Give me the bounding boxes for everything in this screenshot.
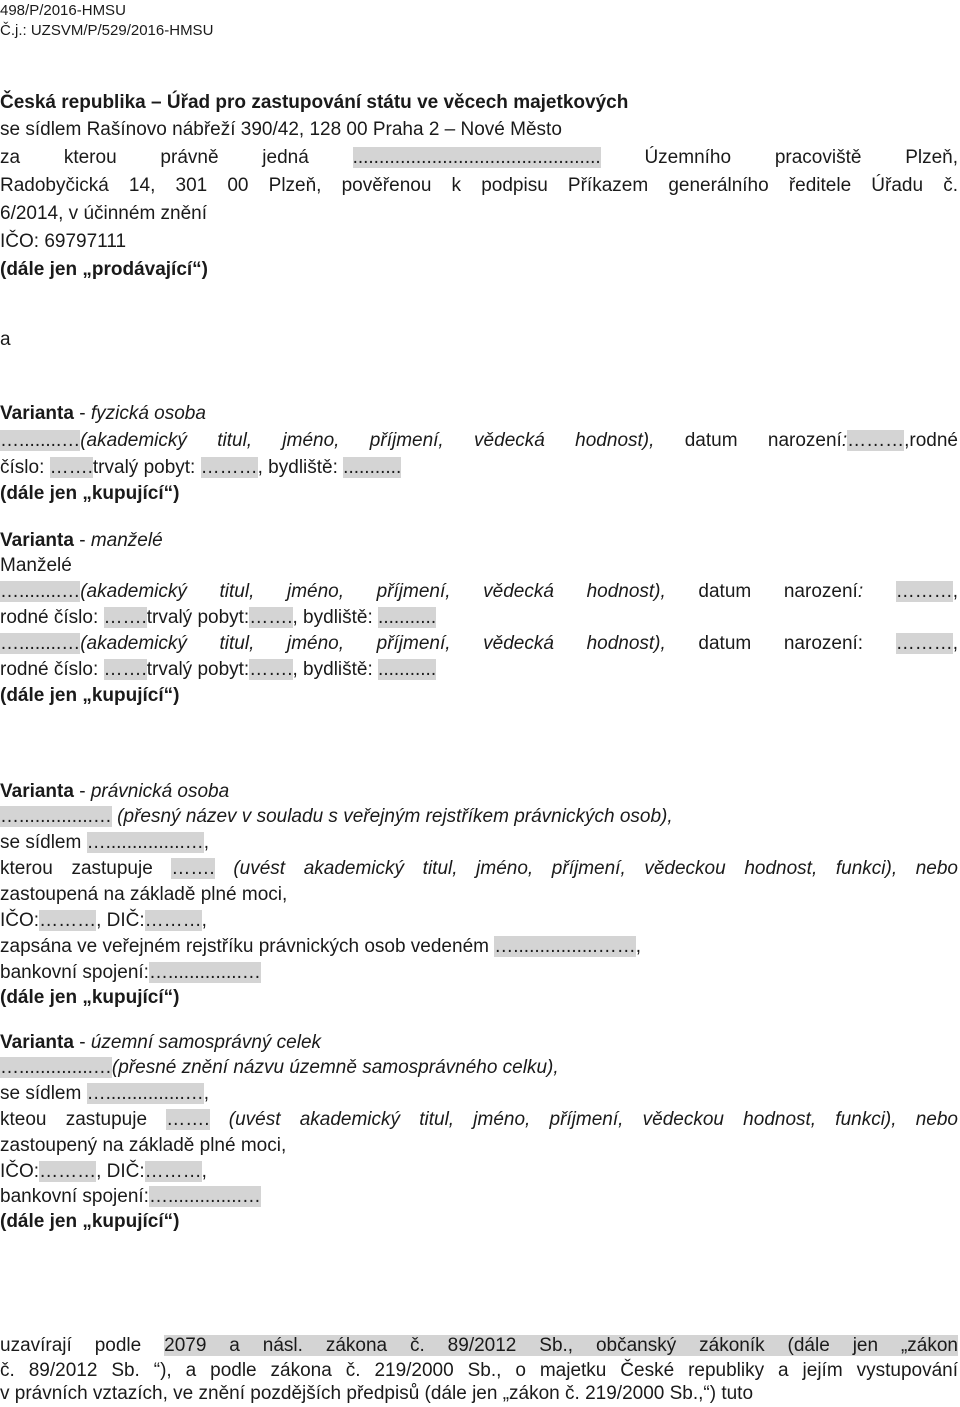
seller-ico-text: IČO: 69797111 xyxy=(0,231,127,252)
closing-line1 xyxy=(0,1333,958,1359)
domicile-label: , bydliště: xyxy=(257,457,344,478)
municipality-name-line xyxy=(0,1055,958,1081)
municipality-name-instruction: (přesné znění názvu územně samosprávného celku), xyxy=(111,1057,559,1078)
conjunction xyxy=(0,327,958,353)
spouses-title-text: Manželé xyxy=(0,555,72,576)
case-number xyxy=(0,20,958,42)
entity-name-blank: …..............… xyxy=(0,806,112,827)
spouse1-line1 xyxy=(0,579,958,605)
variant-natural-person-heading xyxy=(0,401,958,427)
buyer-designation-text: (dále jen „kupující“) xyxy=(0,483,180,504)
birth-number-label: rodné číslo: xyxy=(0,659,104,680)
variant-spouses-heading xyxy=(0,528,958,554)
seller-name xyxy=(0,90,958,116)
birth-date-label: datum narození xyxy=(654,430,842,451)
variant-municipality-heading xyxy=(0,1030,958,1056)
municipality-representative-line xyxy=(0,1107,958,1133)
birth-date-blank: ……… xyxy=(895,633,953,654)
birth-date-blank: ……… xyxy=(847,430,905,451)
variant-dash: - xyxy=(73,781,91,802)
dic-blank: ……… xyxy=(144,910,202,931)
entity-name-instruction: (přesný název v souladu s veřejným rejstříkem právnických osob), xyxy=(111,806,673,827)
proxy-text: zastoupený na základě plné moci, xyxy=(0,1135,287,1156)
seller-authorization-text: Radobyčická 14, 301 00 Plzeň, pověřenou k podpisu Příkazem generálního ředitele Úřadu č. xyxy=(0,175,958,196)
seat-label: se sídlem xyxy=(0,832,87,853)
seller-acting-prefix: za kterou právně jedná xyxy=(0,147,309,168)
representative-blank: ……. xyxy=(166,1109,210,1130)
name-blank: …........… xyxy=(0,581,81,602)
legal-entity-seat-line xyxy=(0,830,958,856)
municipality-ids-line xyxy=(0,1159,958,1185)
variant-type: územní samosprávný celek xyxy=(90,1032,322,1053)
municipality-seat-line xyxy=(0,1081,958,1107)
birth-date-colon: : xyxy=(857,581,896,602)
separator: , xyxy=(952,633,958,654)
ico-label: IČO: xyxy=(0,910,40,931)
buyer-designation-text: (dále jen „kupující“) xyxy=(0,987,180,1008)
reference-number xyxy=(0,0,958,22)
seller-regulation-text: 6/2014, v účinném znění xyxy=(0,203,208,224)
legal-entity-bank-line xyxy=(0,960,958,986)
spouses-title xyxy=(0,553,958,579)
birth-number-label-start: ,rodné xyxy=(904,430,958,451)
birth-date-label: datum narození xyxy=(665,581,858,602)
residence-blank: ……. xyxy=(249,607,293,628)
dic-blank: ……… xyxy=(144,1161,202,1182)
spouse2-line2 xyxy=(0,657,958,683)
closing-line3 xyxy=(0,1381,958,1407)
municipality-proxy-line xyxy=(0,1133,958,1159)
birth-number-label: číslo: xyxy=(0,457,50,478)
residence-label: trvalý pobyt: xyxy=(146,659,250,680)
seat-blank: …...............… xyxy=(86,832,204,853)
residence-blank: ……. xyxy=(249,659,293,680)
residence-blank: ……… xyxy=(200,457,258,478)
variant-type: manželé xyxy=(90,530,163,551)
birth-number-blank: ……. xyxy=(49,457,93,478)
variant-legal-entity-heading xyxy=(0,779,958,805)
birth-number-blank: ……. xyxy=(103,607,147,628)
bank-blank: …..............… xyxy=(148,1186,261,1207)
name-instruction: (akademický titul, jméno, příjmení, vědecká hodnost), xyxy=(80,633,666,654)
natural-person-line1 xyxy=(0,428,958,454)
representative-label: kteou zastupuje xyxy=(0,1109,167,1130)
domicile-label: , bydliště: xyxy=(292,659,379,680)
domicile-blank: ........... xyxy=(378,659,437,680)
spouses-designation xyxy=(0,683,958,709)
closing-text-2: č. 89/2012 Sb. “), a podle zákona č. 219/2000 Sb., o majetku České republiky a jejím vystupování xyxy=(0,1360,958,1381)
representative-instruction: (uvést akademický titul, jméno, příjmení, vědeckou hodnost, funkci), nebo xyxy=(214,858,958,879)
ico-label: IČO: xyxy=(0,1161,40,1182)
seller-acting-suffix: Územního pracoviště Plzeň, xyxy=(644,147,958,168)
buyer-designation-text: (dále jen „kupující“) xyxy=(0,685,180,706)
seller-name-text: Česká republika – Úřad pro zastupování státu ve věcech majetkových xyxy=(0,92,629,113)
variant-dash: - xyxy=(73,403,91,424)
buyer-designation-text: (dále jen „kupující“) xyxy=(0,1211,180,1232)
proxy-text: zastoupená na základě plné moci, xyxy=(0,884,288,905)
domicile-blank: ........... xyxy=(378,607,437,628)
legal-entity-proxy-line xyxy=(0,882,958,908)
representative-label: kterou zastupuje xyxy=(0,858,172,879)
birth-date-label: datum narození: xyxy=(665,633,896,654)
domicile-label: , bydliště: xyxy=(292,607,379,628)
birth-date-colon: : xyxy=(841,430,848,451)
name-instruction: (akademický titul, jméno, příjmení, vědecká hodnost), xyxy=(80,430,655,451)
variant-label: Varianta xyxy=(0,781,74,802)
bank-label: bankovní spojení: xyxy=(0,1186,149,1207)
separator: , xyxy=(203,1083,210,1104)
legal-entity-register-line xyxy=(0,934,958,960)
variant-label: Varianta xyxy=(0,403,74,424)
legal-entity-ids-line xyxy=(0,908,958,934)
register-label: zapsána ve veřejném rejstříku právnických osob vedeném xyxy=(0,936,495,957)
birth-date-blank: ……… xyxy=(895,581,953,602)
separator: , xyxy=(203,832,210,853)
bank-blank: …..............… xyxy=(148,962,261,983)
seller-address xyxy=(0,117,958,143)
representative-instruction: (uvést akademický titul, jméno, příjmení, vědeckou hodnost, funkci), nebo xyxy=(209,1109,958,1130)
spouse2-line1 xyxy=(0,631,958,657)
name-blank: …........… xyxy=(0,633,81,654)
representative-blank: ……. xyxy=(171,858,215,879)
residence-label: trvalý pobyt: xyxy=(92,457,201,478)
municipality-bank-line xyxy=(0,1184,958,1210)
variant-dash: - xyxy=(73,530,91,551)
ico-blank: ……… xyxy=(39,1161,97,1182)
seller-authorization-line xyxy=(0,173,958,199)
spouse1-line2 xyxy=(0,605,958,631)
variant-dash: - xyxy=(73,1032,91,1053)
seat-blank: …...............… xyxy=(86,1083,204,1104)
municipality-name-blank: …..............… xyxy=(0,1057,112,1078)
variant-label: Varianta xyxy=(0,530,74,551)
name-instruction: (akademický titul, jméno, příjmení, vědecká hodnost), xyxy=(80,581,666,602)
seat-label: se sídlem xyxy=(0,1083,87,1104)
seller-acting-line xyxy=(0,145,958,171)
birth-number-blank: ……. xyxy=(103,659,147,680)
seller-designation xyxy=(0,257,958,283)
register-blank: …................…… xyxy=(494,936,636,957)
domicile-blank: ........... xyxy=(343,457,402,478)
name-blank: …........… xyxy=(0,430,81,451)
separator: , xyxy=(635,936,641,957)
seller-regulation-line xyxy=(0,201,958,227)
closing-text-b: 2079 a násl. zákona č. 89/2012 Sb., občanský zákoník (dále jen „zákon xyxy=(164,1335,958,1356)
legal-entity-designation xyxy=(0,985,958,1011)
closing-text-a: uzavírají podle xyxy=(0,1335,165,1356)
seller-address-text: se sídlem Rašínovo nábřeží 390/42, 128 00 Praha 2 – Nové Město xyxy=(0,119,562,140)
dic-label: , DIČ: xyxy=(96,1161,145,1182)
separator: , xyxy=(952,581,958,602)
closing-text-3: v právních vztazích, ve znění pozdějších předpisů (dále jen „zákon č. 219/2000 Sb.,“) tuto xyxy=(0,1383,754,1404)
natural-person-designation xyxy=(0,481,958,507)
seller-designation-text: (dále jen „prodávající“) xyxy=(0,259,208,280)
case-number-text: Č.j.: UZSVM/P/529/2016-HMSU xyxy=(0,22,214,39)
separator: , xyxy=(201,910,207,931)
seller-ico xyxy=(0,229,958,255)
legal-entity-representative-line xyxy=(0,856,958,882)
separator: , xyxy=(201,1161,207,1182)
municipality-designation xyxy=(0,1209,958,1235)
bank-label: bankovní spojení: xyxy=(0,962,149,983)
natural-person-line2 xyxy=(0,455,958,481)
variant-label: Varianta xyxy=(0,1032,74,1053)
dic-label: , DIČ: xyxy=(96,910,145,931)
conjunction-text: a xyxy=(0,329,11,350)
variant-type: fyzická osoba xyxy=(90,403,206,424)
reference-number-text: 498/P/2016-HMSU xyxy=(0,2,126,19)
birth-number-label: rodné číslo: xyxy=(0,607,104,628)
ico-blank: ……… xyxy=(39,910,97,931)
residence-label: trvalý pobyt: xyxy=(146,607,250,628)
legal-entity-name-line xyxy=(0,804,958,830)
variant-type: právnická osoba xyxy=(90,781,230,802)
seller-acting-blank: ............................................... xyxy=(352,147,601,168)
